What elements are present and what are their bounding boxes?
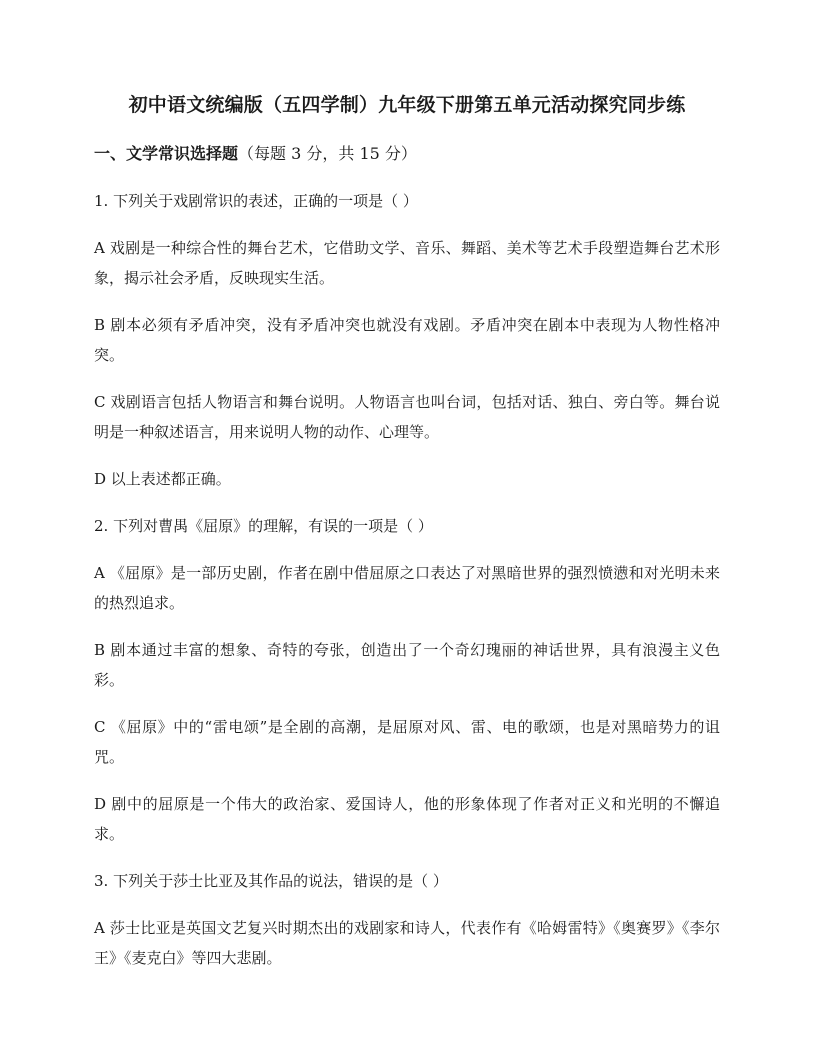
answer-option: D 以上表述都正确。 bbox=[94, 470, 231, 488]
answer-option: D 剧中的屈原是一个伟大的政治家、爱国诗人，他的形象体现了作者对正义和光明的不懈追求。 bbox=[94, 795, 720, 843]
answer-option: A 戏剧是一种综合性的舞台艺术，它借助文学、音乐、舞蹈、美术等艺术手段塑造舞台艺术形象，揭示社会矛盾，反映现实生活。 bbox=[94, 239, 720, 287]
question-stem: 1. 下列关于戏剧常识的表述，正确的一项是（ ） bbox=[94, 192, 418, 210]
question-stem: 3. 下列关于莎士比亚及其作品的说法，错误的是（ ） bbox=[94, 872, 448, 890]
answer-option: A 《屈原》是一部历史剧，作者在剧中借屈原之口表达了对黑暗世界的强烈愤懑和对光明未来的热烈追求。 bbox=[94, 564, 720, 612]
section-scoring-note: （每题 3 分，共 15 分） bbox=[238, 144, 417, 163]
section-heading bbox=[94, 142, 720, 166]
answer-option: C 戏剧语言包括人物语言和舞台说明。人物语言也叫台词，包括对话、独白、旁白等。舞台说明是一种叙述语言，用来说明人物的动作、心理等。 bbox=[94, 393, 720, 441]
section-title: 一、文学常识选择题 bbox=[94, 144, 239, 163]
answer-option: C 《屈原》中的“雷电颂”是全剧的高潮，是屈原对风、雷、电的歌颂，也是对黑暗势力的诅咒。 bbox=[94, 718, 720, 766]
question-stem: 2. 下列对曹禺《屈原》的理解，有误的一项是（ ） bbox=[94, 517, 433, 535]
answer-option: B 剧本通过丰富的想象、奇特的夸张，创造出了一个奇幻瑰丽的神话世界，具有浪漫主义色彩。 bbox=[94, 641, 720, 689]
answer-option: B 剧本必须有矛盾冲突，没有矛盾冲突也就没有戏剧。矛盾冲突在剧本中表现为人物性格冲突。 bbox=[94, 316, 720, 364]
document-title: 初中语文统编版（五四学制）九年级下册第五单元活动探究同步练 bbox=[128, 94, 686, 116]
answer-option: A 莎士比亚是英国文艺复兴时期杰出的戏剧家和诗人，代表作有《哈姆雷特》《奥赛罗》《李尔王》《麦克白》等四大悲剧。 bbox=[94, 919, 720, 967]
